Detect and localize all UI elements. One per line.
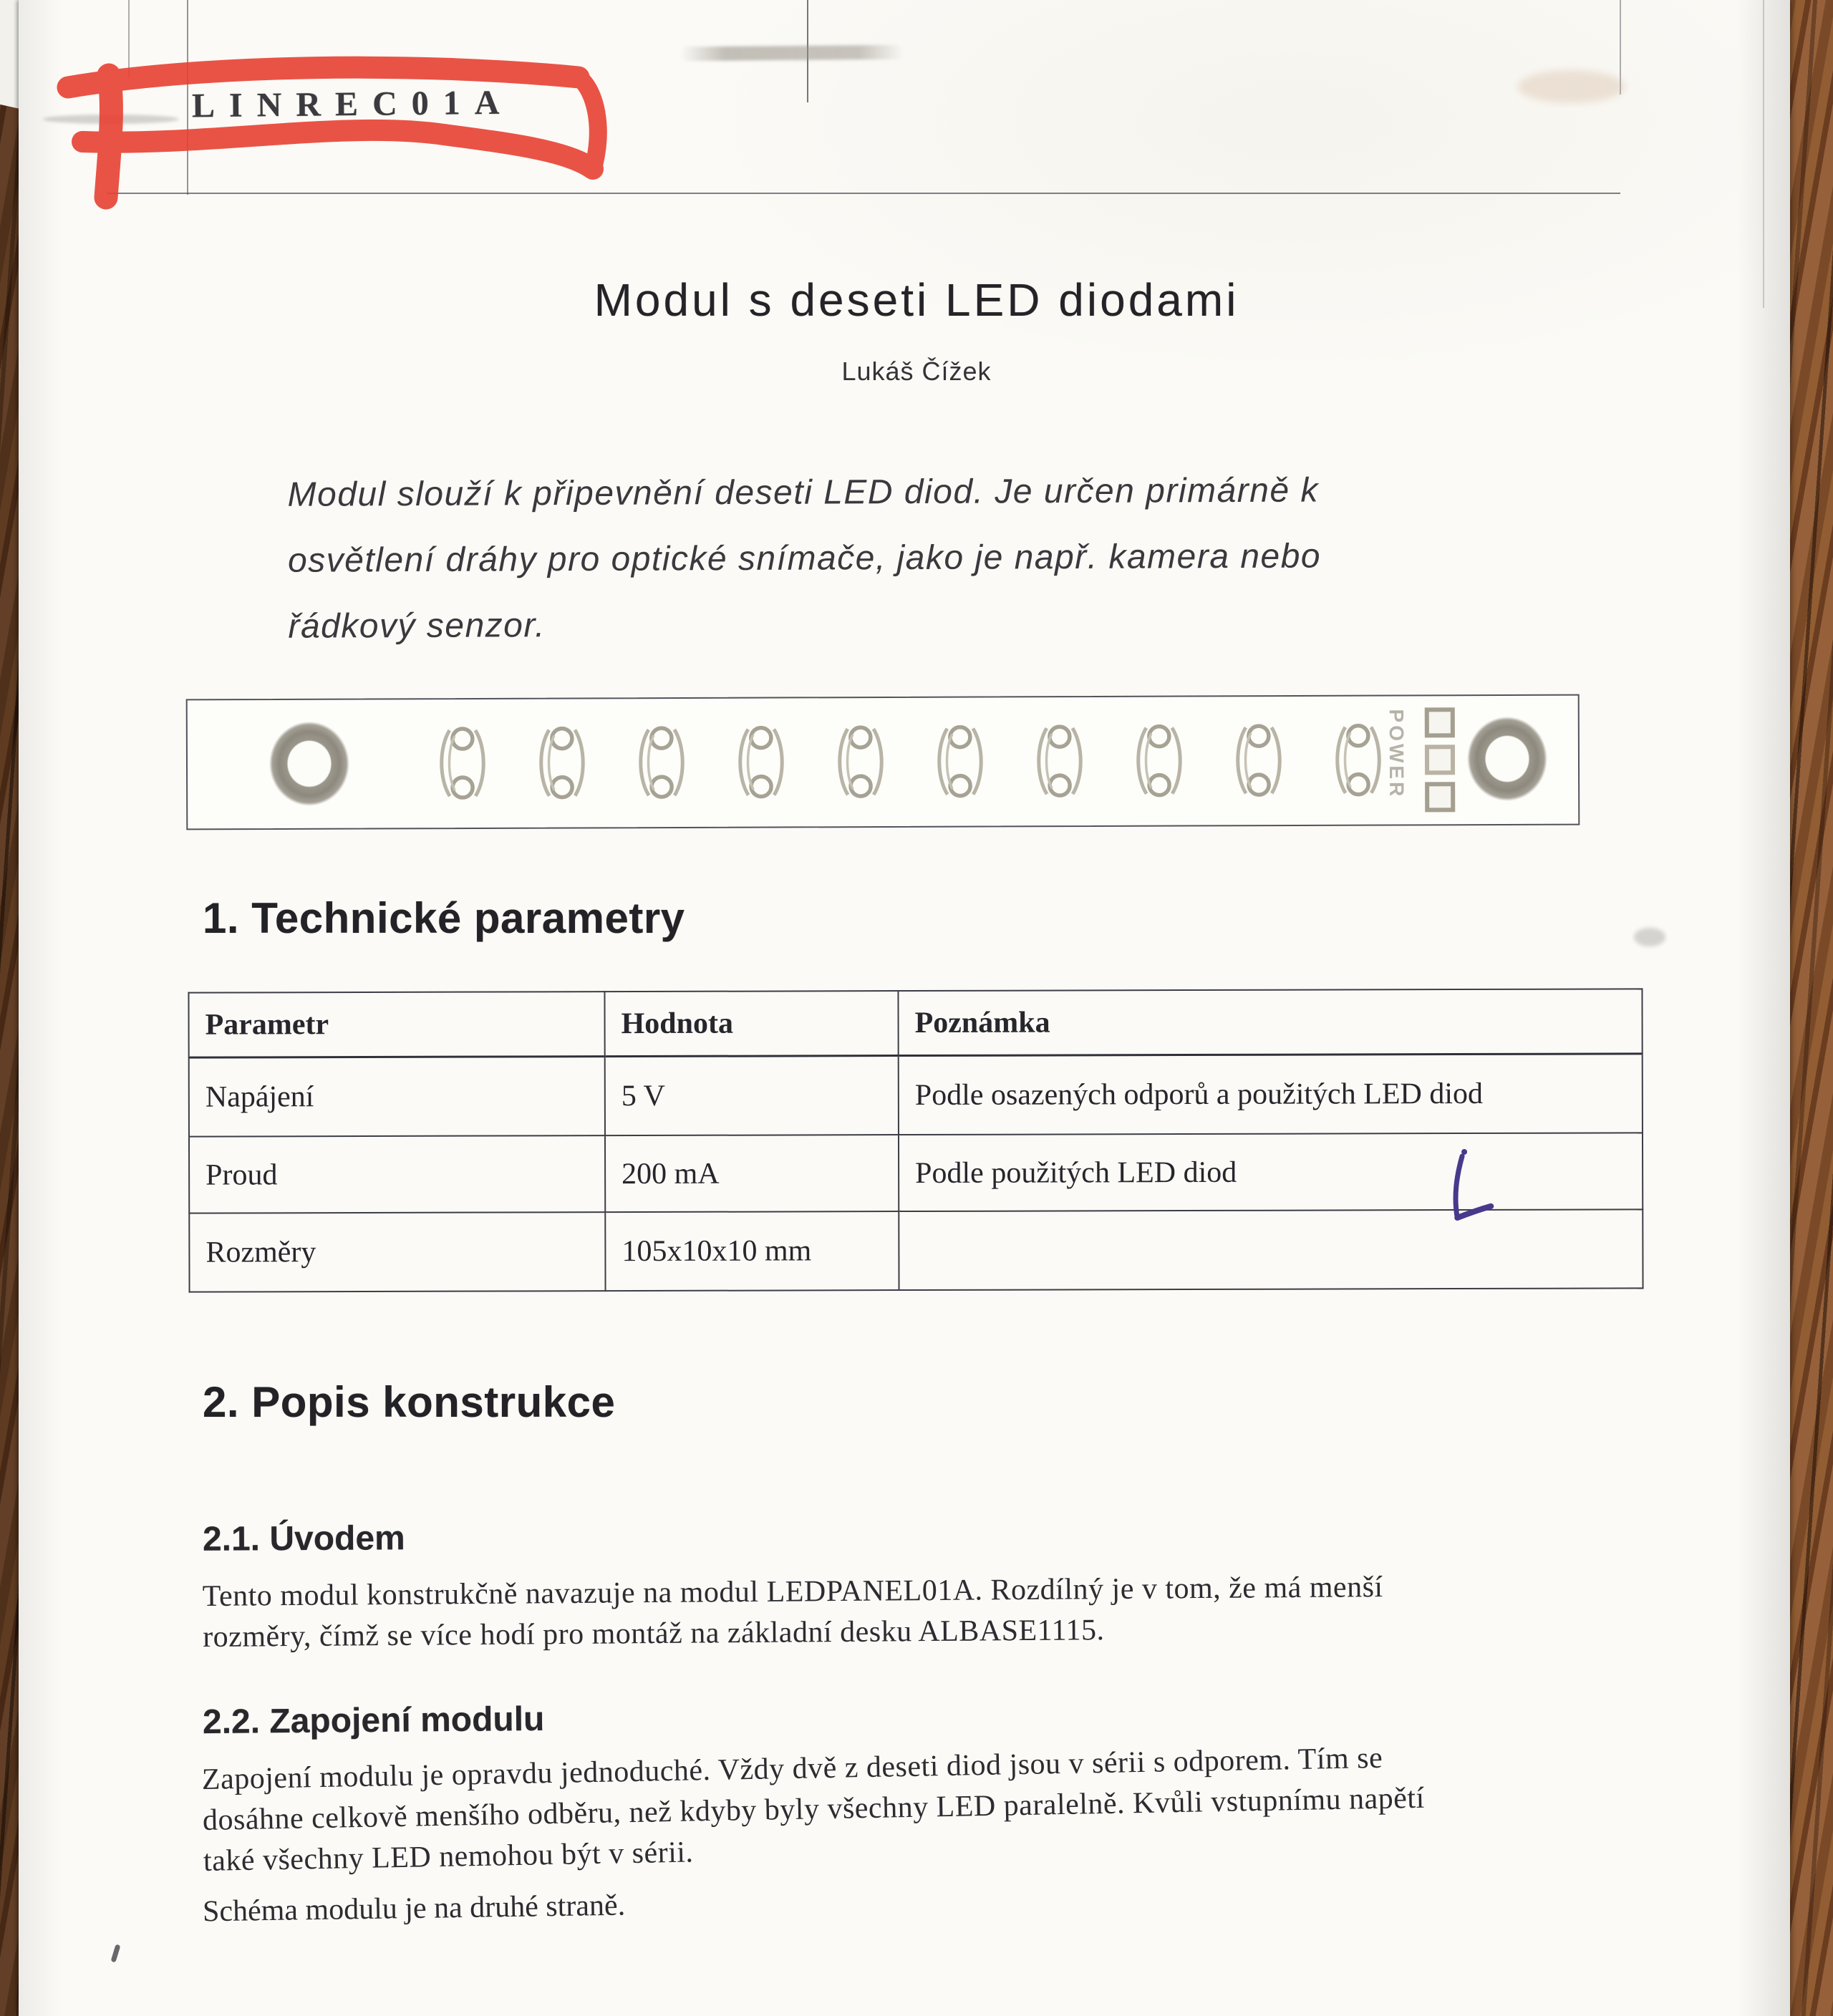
abstract-line: Modul slouží k připevnění deseti LED diod. Je určen primárně k [287, 471, 1320, 514]
led-footprint [836, 717, 886, 806]
connector-pad [1425, 707, 1455, 737]
led-footprint [637, 718, 687, 807]
table-row [189, 1209, 1643, 1292]
connector-pad [1425, 745, 1455, 775]
table-header-row [188, 989, 1642, 1057]
connector-pad [1425, 782, 1455, 812]
cell-parametr: Napájení [189, 1057, 605, 1137]
pcb-power-label: POWER [1385, 709, 1408, 800]
cell-poznamka: Podle použitých LED diod [899, 1133, 1643, 1211]
section-1-heading: 1. Technické parametry [203, 894, 685, 942]
cell-hodnota: 105x10x10 mm [605, 1211, 899, 1291]
led-footprint [935, 717, 985, 806]
led-footprint [537, 718, 587, 807]
led-footprint [1134, 717, 1184, 805]
paragraph-line: rozměry, čímž se více hodí pro montáž na základní desku ALBASE1115. [203, 1614, 1105, 1654]
section-2-1-paragraph [203, 1567, 1384, 1658]
cell-poznamka [899, 1209, 1643, 1290]
schematic-note: Schéma modulu je na druhé straně. [202, 1889, 626, 1929]
abstract-line: osvětlení dráhy pro optické snímače, jako je např. kamera nebo [287, 537, 1322, 580]
paragraph-line: dosáhne celkově menšího odběru, než kdyby byly všechny LED paralelně. Kvůli vstupnímu napětí [202, 1781, 1426, 1837]
table-row [189, 1054, 1643, 1137]
cell-hodnota: 5 V [605, 1056, 899, 1136]
led-footprint [437, 719, 488, 808]
section-2-2-heading: 2.2. Zapojení modulu [202, 1700, 545, 1742]
cell-hodnota: 200 mA [605, 1135, 899, 1212]
section-2-2-paragraph [201, 1738, 1426, 1882]
page-title: Modul s deseti LED diodami [594, 274, 1239, 326]
cell-poznamka: Podle osazených odporů a použitých LED diod [899, 1054, 1643, 1135]
handwritten-y-mark-icon [1438, 1148, 1495, 1228]
mounting-hole-left [269, 722, 349, 806]
section-2-heading: 2. Popis konstrukce [203, 1378, 616, 1426]
faint-beige-smudge [1518, 70, 1625, 103]
paragraph-line: Tento modul konstrukčně navazuje na modul LEDPANEL01A. Rozdílný je v tom, že má menší [202, 1571, 1383, 1614]
parameters-table [188, 988, 1643, 1292]
mounting-hole-right [1467, 717, 1547, 801]
section-2-1-heading: 2.1. Úvodem [202, 1519, 405, 1559]
cell-parametr: Rozměry [189, 1212, 605, 1292]
cell-parametr: Proud [189, 1135, 605, 1213]
led-footprint [736, 717, 786, 806]
paper-crease [1763, 0, 1764, 308]
faint-gray-smudge [1634, 928, 1665, 946]
author-name: Lukáš Čížek [841, 357, 992, 386]
abstract-paragraph [287, 457, 1519, 660]
led-footprint [1035, 717, 1085, 805]
abstract-line: řádkový senzor. [288, 606, 546, 646]
pcb-strip-illustration [186, 694, 1580, 830]
led-footprint [1234, 716, 1284, 805]
paragraph-line: také všechny LED nemohou být v sérii. [203, 1836, 694, 1878]
col-header-parametr: Parametr [188, 992, 604, 1057]
led-footprint [1333, 716, 1383, 805]
faint-stamp-smudge [680, 45, 904, 62]
red-marker-circle-icon [43, 21, 659, 222]
paragraph-line: Zapojení modulu je opravdu jednoduché. Vždy dvě z deseti diod jsou v sérii s odporem. Tím se [201, 1741, 1383, 1797]
col-header-poznamka: Poznámka [898, 989, 1642, 1055]
table-row [189, 1133, 1643, 1213]
col-header-hodnota: Hodnota [604, 991, 898, 1057]
document-label-code: LINREC01A [191, 83, 514, 125]
